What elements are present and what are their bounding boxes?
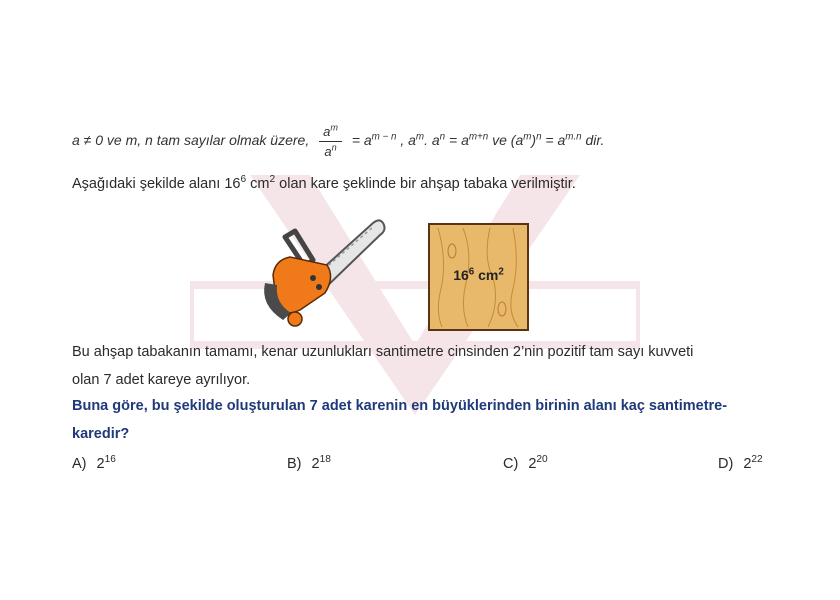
option-b[interactable]: B) $2^{18}$ bbox=[287, 454, 331, 472]
option-c[interactable]: C) $2^{20}$ bbox=[503, 454, 548, 472]
chainsaw-icon bbox=[255, 215, 390, 330]
problem-text: Bu ahşap tabakanın tamamı, kenar uzunlukları santimetre cinsinden 2’nin pozitif tam sayı kuvveti olan 7 adet kareye ayrılıyor. bbox=[72, 344, 694, 388]
exponent-rule: a ≠ 0 ve m, n tam sayılar olmak üzere, $\frac{a^m}{a^n}$ = $a^{m - n}$ , $a^m$. $a^n = a^{m+n}$ ve $(a^m)^n = a^{m.n}$ dir. bbox=[72, 122, 605, 159]
intro-text: Aşağıdaki şekilde alanı $16^6$ $cm^2$ olan kare şeklinde bir ahşap tabaka verilmiştir. bbox=[72, 174, 576, 192]
question-text: Buna göre, bu şekilde oluşturulan 7 adet karenin en büyüklerinden birinin alanı kaç santimetre- karedir? bbox=[72, 398, 728, 442]
board-area-label: $16^6$ $cm^2$ bbox=[453, 266, 504, 283]
option-d[interactable]: D) $2^{22}$ bbox=[718, 454, 763, 472]
fraction: $\frac{a^m}{a^n}$ bbox=[319, 124, 342, 159]
option-a[interactable]: A) $2^{16}$ bbox=[72, 454, 116, 472]
